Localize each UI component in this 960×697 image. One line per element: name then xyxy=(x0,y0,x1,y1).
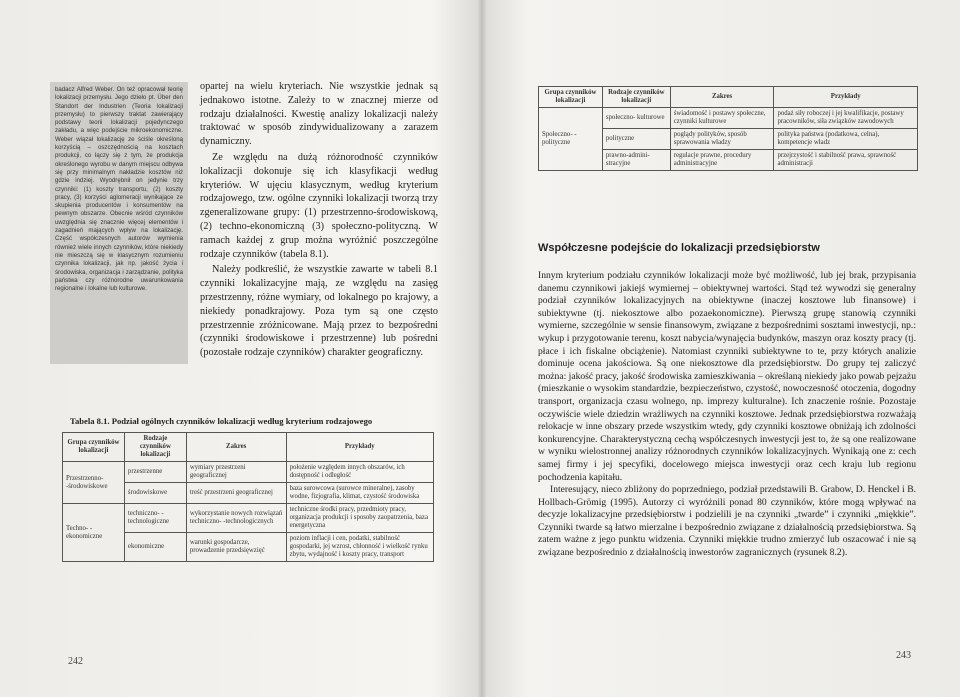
left-page-text xyxy=(200,80,438,362)
examples-cell: położenie względem innych obszarów, ich dostępność i odległość xyxy=(286,462,433,483)
type-cell: techniczno- -technologiczne xyxy=(124,504,186,533)
table-row xyxy=(539,108,918,129)
group-cell: Społeczno- -polityczne xyxy=(539,108,603,171)
right-paragraph-2: Interesujący, nieco zbliżony do poprzedniego, podział przedstawili B. Grabow, D. Henckel i B. Hollbach-Grömig (1995). Autorzy ci wyróżnili ponad 80 czynników, które mogą wpływać na decyzje lokalizacyjne przedsiębiorstw i podzielili je na czynniki „twarde” i czynniki „miękkie”. Czynniki twarde są łatwo mierzalne i bezpośrednio związane z działalnością przedsiębiorstwa. Są zatem ważne z jego punktu widzenia. Czynniki miękkie trudno zmierzyć lub oszacować i nie są związane bezpośrednio z działalnością inwestorów zagranicznych (rysunek 8.2). xyxy=(538,484,916,559)
examples-cell: baza surowcowa (surowce mineralne), zasoby wodne, fizjografia, klimat, czystość środowiska xyxy=(286,483,433,504)
header-type: Rodzaje czynników lokalizacji xyxy=(602,87,670,108)
type-cell: społeczno- kulturowe xyxy=(602,108,670,129)
group-cell: Przestrzenno- -środowiskowe xyxy=(63,462,125,504)
examples-cell: techniczne środki pracy, przedmioty pracy, organizacja produkcji i sposoby zaopatrzenia, baza energetyczna xyxy=(286,504,433,533)
group-cell: Techno- -ekonomiczne xyxy=(63,504,125,562)
page-number-left: 242 xyxy=(68,656,83,667)
scope-cell: warunki gospodarcze, prowadzenie przedsięwzięć xyxy=(186,533,286,562)
table-caption: Tabela 8.1. Podział ogólnych czynników lokalizacji według kryterium rodzajowego xyxy=(70,416,373,426)
scope-cell: świadomość i postawy społeczne, czynniki kulturowe xyxy=(670,108,774,129)
scope-cell: wykorzystanie nowych rozwiązań techniczno- -technologicznych xyxy=(186,504,286,533)
table-row xyxy=(63,462,434,483)
right-paragraph-1: Innym kryterium podziału czynników lokalizacji może być możliwość, lub jej brak, przypisania danemu czynnikowi jakiejś wymiernej – obiektywnej wartości. Stąd też wywodzi się generalny podział czynników lokalizacyjnych na obiektywne (inaczej kosztowe lub finansowe) i subiektywne (tj. niekosztowe albo pozaekonomiczne). Pierwszą grupę stanowią czynniki wymierne, szczególnie w sensie finansowym, związane z bezpośrednimi sosztami inwestycji, np.: wykup i przygotowanie terenu, koszt nabycia/wynajęcia budynków, maszyn oraz koszty pracy (tj. płace i ich fiskalne obciążenie). Natomiast czynniki subiektywne to te, przy których analizie dominuje ocena jakościowa. Są one niekosztowe dla przedsiębiorstw. Do grupy tej zaliczyć można: jakość pracy, jakość środowiska zamieszkiwania – określaną niekiedy jako powab pejzażu (mieszkanie o wysokim standardzie, bezpieczeństwo, czystość, nowoczesność otoczenia, dogodny transport, organizacja czasu wolnego, np. imprezy kulturalne). Ich znaczenie rośnie. Pozostaje oczywiście wiele dziedzin wrażliwych na czynniki kosztowe. Jednak przedsiębiorstwa rozważają relokacje w inne obszary przede wszystkim wtedy, gdy czynniki kosztowe obniżają ich zdolności konkurencyjne. Charakterystyczną cechą współczesnych inwestycji jest to, że są one realizowane w wyniku wielostronnej analizy różnorodnych czynników lokalizacyjnych. Wynikają one z: cech samej firmy i jej specyfiki, docelowego miejsca inwestycji oraz cech kraju lub regionu pochodzenia kapitału. xyxy=(538,270,916,483)
header-scope: Zakres xyxy=(186,433,286,462)
table-row xyxy=(63,504,434,533)
examples-cell: polityka państwa (podatkowa, celna), kompetencje władz xyxy=(774,129,918,150)
header-type: Rodzaje czynników lokalizacji xyxy=(124,433,186,462)
type-cell: polityczne xyxy=(602,129,670,150)
scope-cell: wymiary przestrzeni geograficznej xyxy=(186,462,286,483)
table-header-row xyxy=(539,87,918,108)
left-paragraph-3: Należy podkreślić, że wszystkie zawarte w tabeli 8.1 czynniki lokalizacyjne mają, ze względu na zasięg przestrzenny, różne wymiary, od lokalnego po krajowy, a niekiedy ponadkrajowy. Poza tym są one często przestrzennie zróżnicowane. Mają przez to bezpośredni (czynniki środowiskowe i przestrzenne) lub pośredni (pozostałe rodzaje czynników) charakter geograficzny. xyxy=(200,264,438,359)
page-number-right: 243 xyxy=(896,650,911,661)
scope-cell: regulacje prawne, procedury administracyjne xyxy=(670,150,774,171)
examples-cell: podaż siły roboczej i jej kwalifikacje, postawy pracowników, siła związków zawodowych xyxy=(774,108,918,129)
header-examples: Przykłady xyxy=(774,87,918,108)
scope-cell: poglądy polityków, sposób sprawowania władzy xyxy=(670,129,774,150)
table-header-row xyxy=(63,433,434,462)
examples-cell: przejrzystość i stabilność prawa, sprawność administracji xyxy=(774,150,918,171)
sidebar-note-box: badacz Alfred Weber. On też opracował teorię lokalizacji przemysłu. Jego dzieło pt. Über den Standort der Industrien (Teoria lokalizacji przemysłu) to pierwszy traktat zawierający podstawy teorii lokalizacji pojedynczego zakładu, a więc podejście mikroekonomiczne. Weber wiązał lokalizację ze ściśle określoną korzyścią – oszczędnością na kosztach produkcji, co łączy się z tym, że produkcja określonego wyrobu w danym miejscu odbywa się przy minimalnym nakładzie kosztów niż gdzie indziej. Wyodrębnił on jedynie trzy czynniki: (1) koszty transportu, (2) koszty pracy, (3) korzyści aglomeracji wynikające ze skupienia producentów i konsumentów na pewnym obszarze. Obecnie wśród czynników uwzględnia się znacznie więcej elementów i zagadnień mających wpływ na lokalizację. Część współczesnych autorów wymienia również wiele innych czynników, które niekiedy nie mieszczą się w klasycznym rozumieniu czynnika lokalizacji, jak np. jakość życia i środowiska, organizacja i zarządzanie, polityka państwa czy różnorodne uwarunkowania regionalne i lokalne lub kulturowe. xyxy=(50,82,188,364)
header-scope: Zakres xyxy=(670,87,774,108)
factors-table-part2 xyxy=(538,86,918,171)
left-paragraph-1: opartej na wielu kryteriach. Nie wszystkie jednak są jednakowo istotne. Zależy to w znacznej mierze od rodzaju działalności. Kwestię analizy lokalizacji należy traktować w sposób zindywidualizowany a zarazem dynamiczny. xyxy=(200,81,438,148)
header-examples: Przykłady xyxy=(286,433,433,462)
type-cell: prawno-admini- stracyjne xyxy=(602,150,670,171)
scope-cell: treść przestrzeni geograficznej xyxy=(186,483,286,504)
book-gutter xyxy=(478,0,486,697)
header-group: Grupa czynników lokalizacji xyxy=(63,433,125,462)
factors-table-part1 xyxy=(62,432,434,562)
type-cell: przestrzenne xyxy=(124,462,186,483)
header-group: Grupa czynników lokalizacji xyxy=(539,87,603,108)
type-cell: ekonomiczne xyxy=(124,533,186,562)
right-page-text xyxy=(538,270,916,560)
section-heading: Współczesne podejście do lokalizacji przedsiębiorstw xyxy=(538,242,820,254)
type-cell: środowiskowe xyxy=(124,483,186,504)
left-paragraph-2: Ze względu na dużą różnorodność czynników lokalizacji dokonuje się ich klasyfikacji według kryteriów. W ujęciu klasycznym, według kryterium rodzajowego, tzw. ogólne czynniki lokalizacji tworzą trzy zgeneralizowane grupy: (1) przestrzenno-środowiskową, (2) techno-ekonomiczną (3) społeczno-polityczną. W ramach każdej z grup można wyróżnić poszczególne rodzaje czynników (tabela 8.1). xyxy=(200,151,438,260)
examples-cell: poziom inflacji i cen, podatki, stabilność gospodarki, jej wzrost, chłonność i wielkość rynku zbytu, wydajność i koszty pracy, transport xyxy=(286,533,433,562)
